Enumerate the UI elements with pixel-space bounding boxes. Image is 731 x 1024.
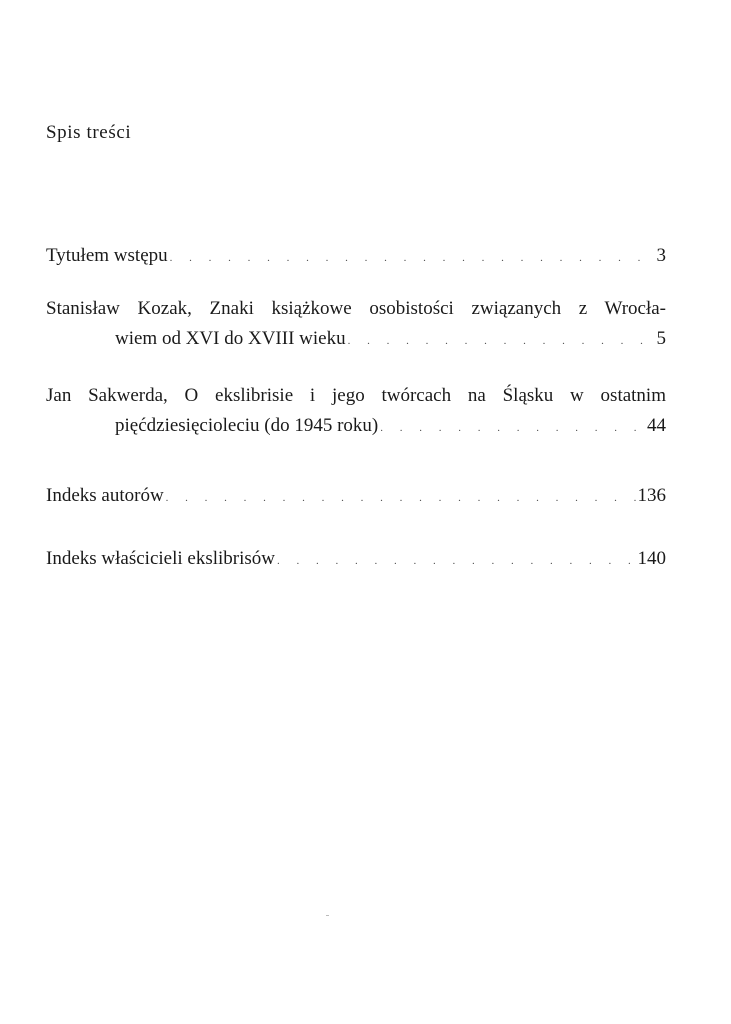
toc-heading: Spis treści — [46, 122, 132, 143]
toc-entry-page: 5 — [656, 328, 666, 349]
toc-entry-title: Tytułem wstępu — [46, 245, 168, 266]
dot-leader — [170, 246, 655, 270]
toc-entry-title: Indeks autorów — [46, 485, 164, 506]
toc-entry-title: Indeks właścicieli ekslibrisów — [46, 548, 276, 569]
toc-entry-line-continued — [46, 414, 666, 440]
toc-entry-page: 3 — [656, 245, 666, 266]
toc-entry-line-continued — [46, 327, 666, 353]
toc-entry-page: 136 — [637, 485, 666, 506]
toc-entry-kozak — [46, 297, 666, 353]
toc-entry-author-index — [46, 484, 666, 510]
toc-entry-page: 44 — [647, 415, 666, 436]
dot-leader — [277, 549, 635, 573]
toc-entry-title: Stanisław Kozak, Znaki książkowe osobistości związanych z Wrocła- — [46, 298, 666, 319]
toc-entry-foreword — [46, 244, 666, 270]
toc-entry-owner-index — [46, 547, 666, 573]
dot-leader — [348, 329, 655, 353]
toc-entry-line — [46, 297, 666, 321]
toc-entry-line — [46, 547, 666, 573]
toc-entry-sakwerda — [46, 384, 666, 440]
toc-entry-page: 140 — [637, 548, 666, 569]
toc-entry-line — [46, 384, 666, 408]
toc-entry-title-continued: wiem od XVI do XVIII wieku — [115, 328, 346, 349]
dot-leader — [380, 416, 645, 440]
dot-leader — [166, 486, 636, 510]
toc-entry-line — [46, 484, 666, 510]
toc-entry-title-continued: pięćdziesięcioleciu (do 1945 roku) — [115, 415, 379, 436]
scan-speck — [326, 915, 329, 916]
toc-entry-title: Jan Sakwerda, O ekslibrisie i jego twórcach na Śląsku w ostatnim — [46, 385, 666, 406]
toc-entry-line — [46, 244, 666, 270]
